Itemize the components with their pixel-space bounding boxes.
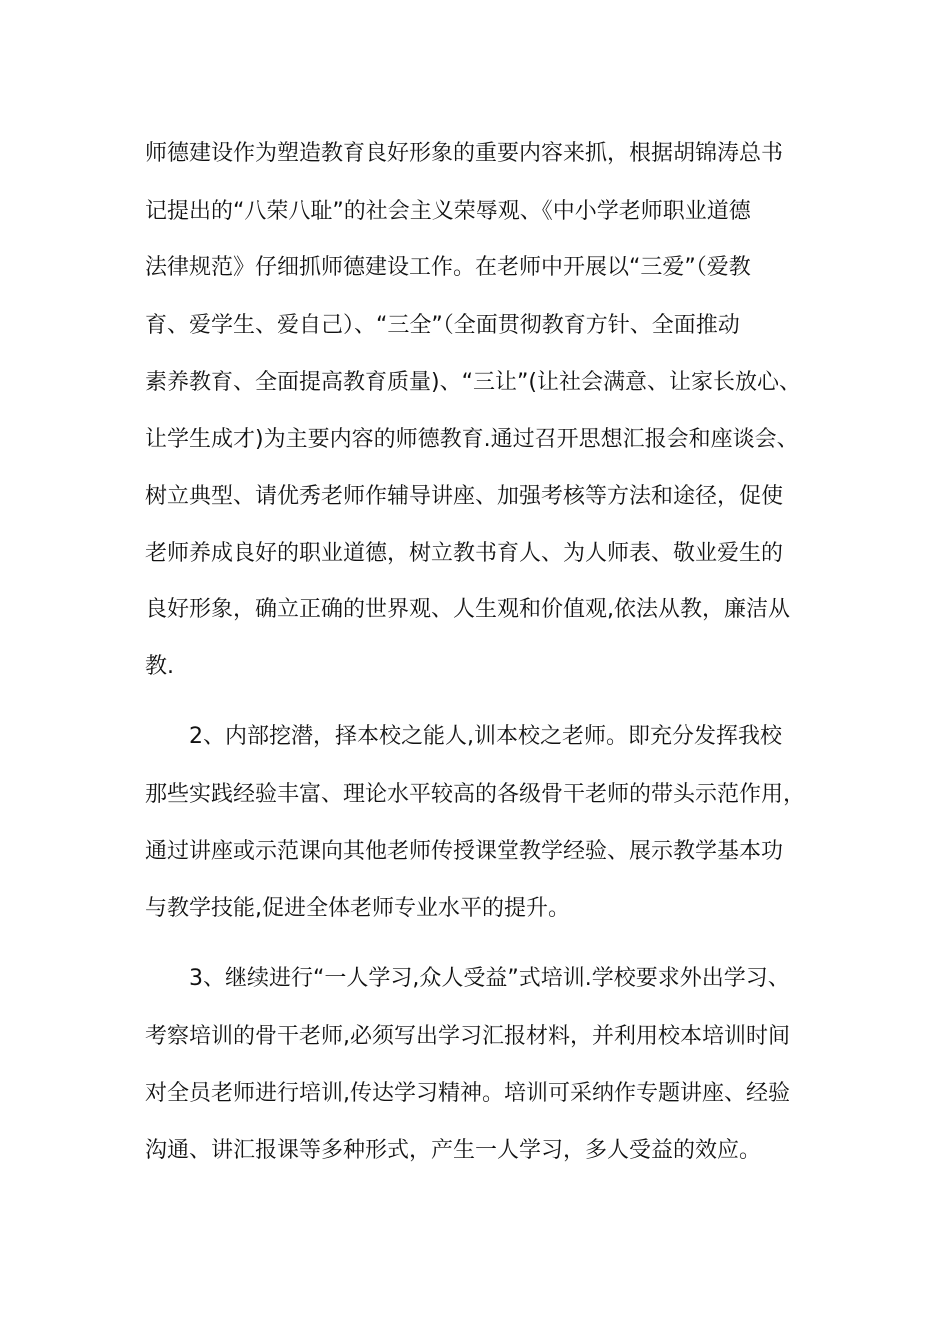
paragraph-3-line-2: 考察培训的骨干老师,必须写出学习汇报材料，并利用校本培训时间 [145, 1024, 790, 1049]
paragraph-1-line-5: 素养教育、全面提高教育质量)、“三让”(让社会满意、让家长放心、 [145, 370, 801, 395]
paragraph-1-line-2: 记提出的“八荣八耻”的社会主义荣辱观、《中小学老师职业道德 [145, 199, 751, 224]
paragraph-1-line-3: 法律规范》仔细抓师德建设工作。在老师中开展以“三爱”（爱教 [145, 255, 751, 280]
paragraph-1-line-6: 让学生成才)为主要内容的师德教育.通过召开思想汇报会和座谈会、 [145, 427, 799, 452]
paragraph-3-line-3: 对全员老师进行培训,传达学习精神。培训可采纳作专题讲座、经验 [145, 1081, 790, 1106]
paragraph-1-line-1: 师德建设作为塑造教育良好形象的重要内容来抓，根据胡锦涛总书 [145, 141, 784, 166]
paragraph-3-line-4: 沟通、讲汇报课等多种形式，产生一人学习，多人受益的效应。 [145, 1138, 762, 1163]
paragraph-2-line-2: 那些实践经验丰富、理论水平较高的各级骨干老师的带头示范作用， [145, 782, 806, 807]
paragraph-1-line-4: 育、爱学生、爱自己）、“三全”（全面贯彻教育方针、全面推动 [145, 313, 740, 338]
paragraph-2-line-4: 与教学技能,促进全体老师专业水平的提升。 [145, 896, 570, 921]
paragraph-1-line-9: 良好形象，确立正确的世界观、人生观和价值观,依法从教，廉洁从 [145, 597, 790, 622]
paragraph-1-line-10: 教. [145, 654, 174, 679]
paragraph-2-line-3: 通过讲座或示范课向其他老师传授课堂教学经验、展示教学基本功 [145, 839, 784, 864]
paragraph-2-line-1: 2、内部挖潜，择本校之能人,训本校之老师。即充分发挥我校 [189, 724, 782, 749]
paragraph-1-line-8: 老师养成良好的职业道德，树立教书育人、为人师表、敬业爱生的 [145, 541, 784, 566]
paragraph-1-line-7: 树立典型、请优秀老师作辅导讲座、加强考核等方法和途径，促使 [145, 484, 784, 509]
paragraph-3-line-1: 3、继续进行“一人学习,众人受益”式培训.学校要求外出学习、 [189, 966, 790, 991]
